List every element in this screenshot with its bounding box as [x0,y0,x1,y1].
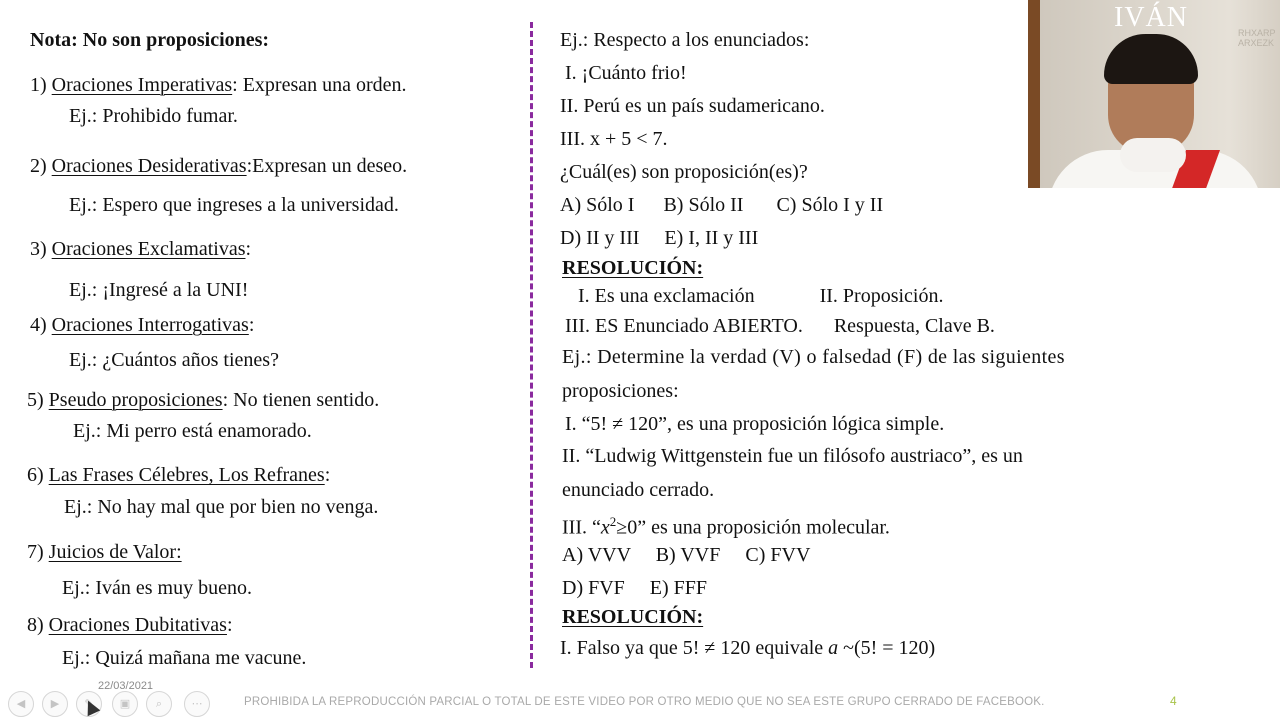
item-5 [27,388,379,412]
item-number: 5) [27,389,44,411]
item-title: Oraciones Desiderativas [51,155,247,177]
presenter-hair [1104,34,1198,84]
resolution-heading-2: RESOLUCIÓN: [562,606,704,628]
resolution-suffix: ~(5! = 120) [838,637,936,659]
item-title: Oraciones Interrogativas [51,314,249,336]
item-8 [27,613,233,637]
item-title: Oraciones Imperativas [51,74,233,96]
item-3-example: Ej.: ¡Ingresé a la UNI! [69,279,249,301]
item-1 [30,73,407,97]
proposition-2-cont: enunciado cerrado. [562,479,715,501]
option: E) FFF [649,577,708,599]
option: C) Sólo I y II [776,194,884,216]
prop-3-prefix: III. “ [562,516,601,539]
presenter-name: IVÁN [1114,2,1188,33]
item-number: 7) [27,541,44,563]
note-heading: Nota: No son proposiciones: [30,29,270,51]
item-3 [30,237,251,261]
column-divider [530,22,533,668]
item-number: 2) [30,155,47,177]
item-desc: :Expresan un deseo. [246,155,408,177]
zoom-icon[interactable]: ⌕ [146,691,172,717]
resolution-variable: a [828,637,839,659]
item-desc: : [324,464,331,486]
example-1-question: Ej.: Respecto a los enunciados: [560,29,810,51]
proposition-1: I. “5! ≠ 120”, es una proposición lógica simple. [565,413,945,435]
proposition-3 [562,510,890,540]
example-2-question: Ej.: Determine la verdad (V) o falsedad (F) de las siguientes [562,346,1065,368]
more-options-icon[interactable]: ⋯ [184,691,210,717]
item-4-example: Ej.: ¿Cuántos años tienes? [69,349,279,371]
item-title: Juicios de Valor: [48,541,182,563]
resolution-part: II. Proposición. [819,285,944,307]
item-title: Pseudo proposiciones [48,389,223,411]
resolution-part: III. ES Enunciado ABIERTO. [565,315,803,337]
options-1-row-a [560,193,883,217]
item-desc: : No tienen sentido. [222,389,380,411]
resolution-prefix: I. Falso ya que 5! ≠ 120 equivale [560,637,829,659]
options-2-row-b [562,576,707,600]
item-1-example: Ej.: Prohibido fumar. [69,105,238,127]
item-5-example: Ej.: Mi perro está enamorado. [73,420,312,442]
item-desc: : [245,238,252,260]
slide-number: 4 [1170,694,1177,708]
item-title: Oraciones Exclamativas [51,238,246,260]
item-desc: : [226,614,233,636]
item-desc: : [248,314,255,336]
resolution-heading-1: RESOLUCIÓN: [562,257,704,279]
resolution-part: I. Es una exclamación [578,285,755,307]
item-number: 8) [27,614,44,636]
wall-text: RHXARP ARXEZK [1238,28,1276,48]
resolution-part: Respuesta, Clave B. [833,315,995,337]
option: A) VVV [562,544,631,566]
webcam-overlay [1028,0,1280,188]
option: D) FVF [562,577,625,599]
option: A) Sólo I [560,194,635,216]
item-6-example: Ej.: No hay mal que por bien no venga. [64,496,379,518]
item-number: 4) [30,314,47,336]
resolution-1-line-a [578,284,943,308]
presenter-mask [1120,138,1186,172]
option: D) II y III [560,227,640,249]
item-title: Oraciones Dubitativas [48,614,227,636]
copyright-notice: PROHIBIDA LA REPRODUCCIÓN PARCIAL O TOTAL DE ESTE VIDEO POR OTRO MEDIO QUE NO SEA ESTE GRUPO CERRADO DE FACEBOOK. [244,696,1045,708]
slide-date: 22/03/2021 [98,680,154,692]
resolution-2-line [560,636,935,660]
statement-3: III. x + 5 < 7. [560,128,668,150]
proposition-2: II. “Ludwig Wittgenstein fue un filósofo austriaco”, es un [562,445,1023,467]
slides-grid-icon[interactable]: ▣ [112,691,138,717]
item-title: Las Frases Célebres, Los Refranes [48,464,325,486]
option: B) Sólo II [663,194,744,216]
statement-2: II. Perú es un país sudamericano. [560,95,825,117]
example-1-prompt: ¿Cuál(es) son proposición(es)? [560,161,808,183]
options-2-row-a [562,543,810,567]
item-7-example: Ej.: Iván es muy bueno. [62,577,252,599]
item-number: 6) [27,464,44,486]
resolution-1-line-b [565,314,995,338]
previous-slide-icon[interactable]: ◀ [8,691,34,717]
statement-1: I. ¡Cuánto frio! [565,62,687,84]
item-number: 1) [30,74,47,96]
options-1-row-b [560,226,758,250]
item-8-example: Ej.: Quizá mañana me vacune. [62,647,307,669]
item-2 [30,154,407,178]
option: E) I, II y III [664,227,759,249]
example-2-question-cont: proposiciones: [562,380,679,402]
item-6 [27,463,330,487]
option: C) FVV [745,544,811,566]
item-number: 3) [30,238,47,260]
pen-icon[interactable]: ✎ [76,691,102,717]
item-7 [27,540,182,564]
item-desc: : Expresan una orden. [232,74,407,96]
prop-3-variable: x [600,516,610,539]
prop-3-suffix: ≥0” es una proposición molecular. [616,516,890,539]
prop-3-exponent: 2 [609,514,617,529]
item-4 [30,313,254,337]
next-slide-icon[interactable]: ▶ [42,691,68,717]
option: B) VVF [655,544,721,566]
item-2-example: Ej.: Espero que ingreses a la universidad. [69,194,399,216]
